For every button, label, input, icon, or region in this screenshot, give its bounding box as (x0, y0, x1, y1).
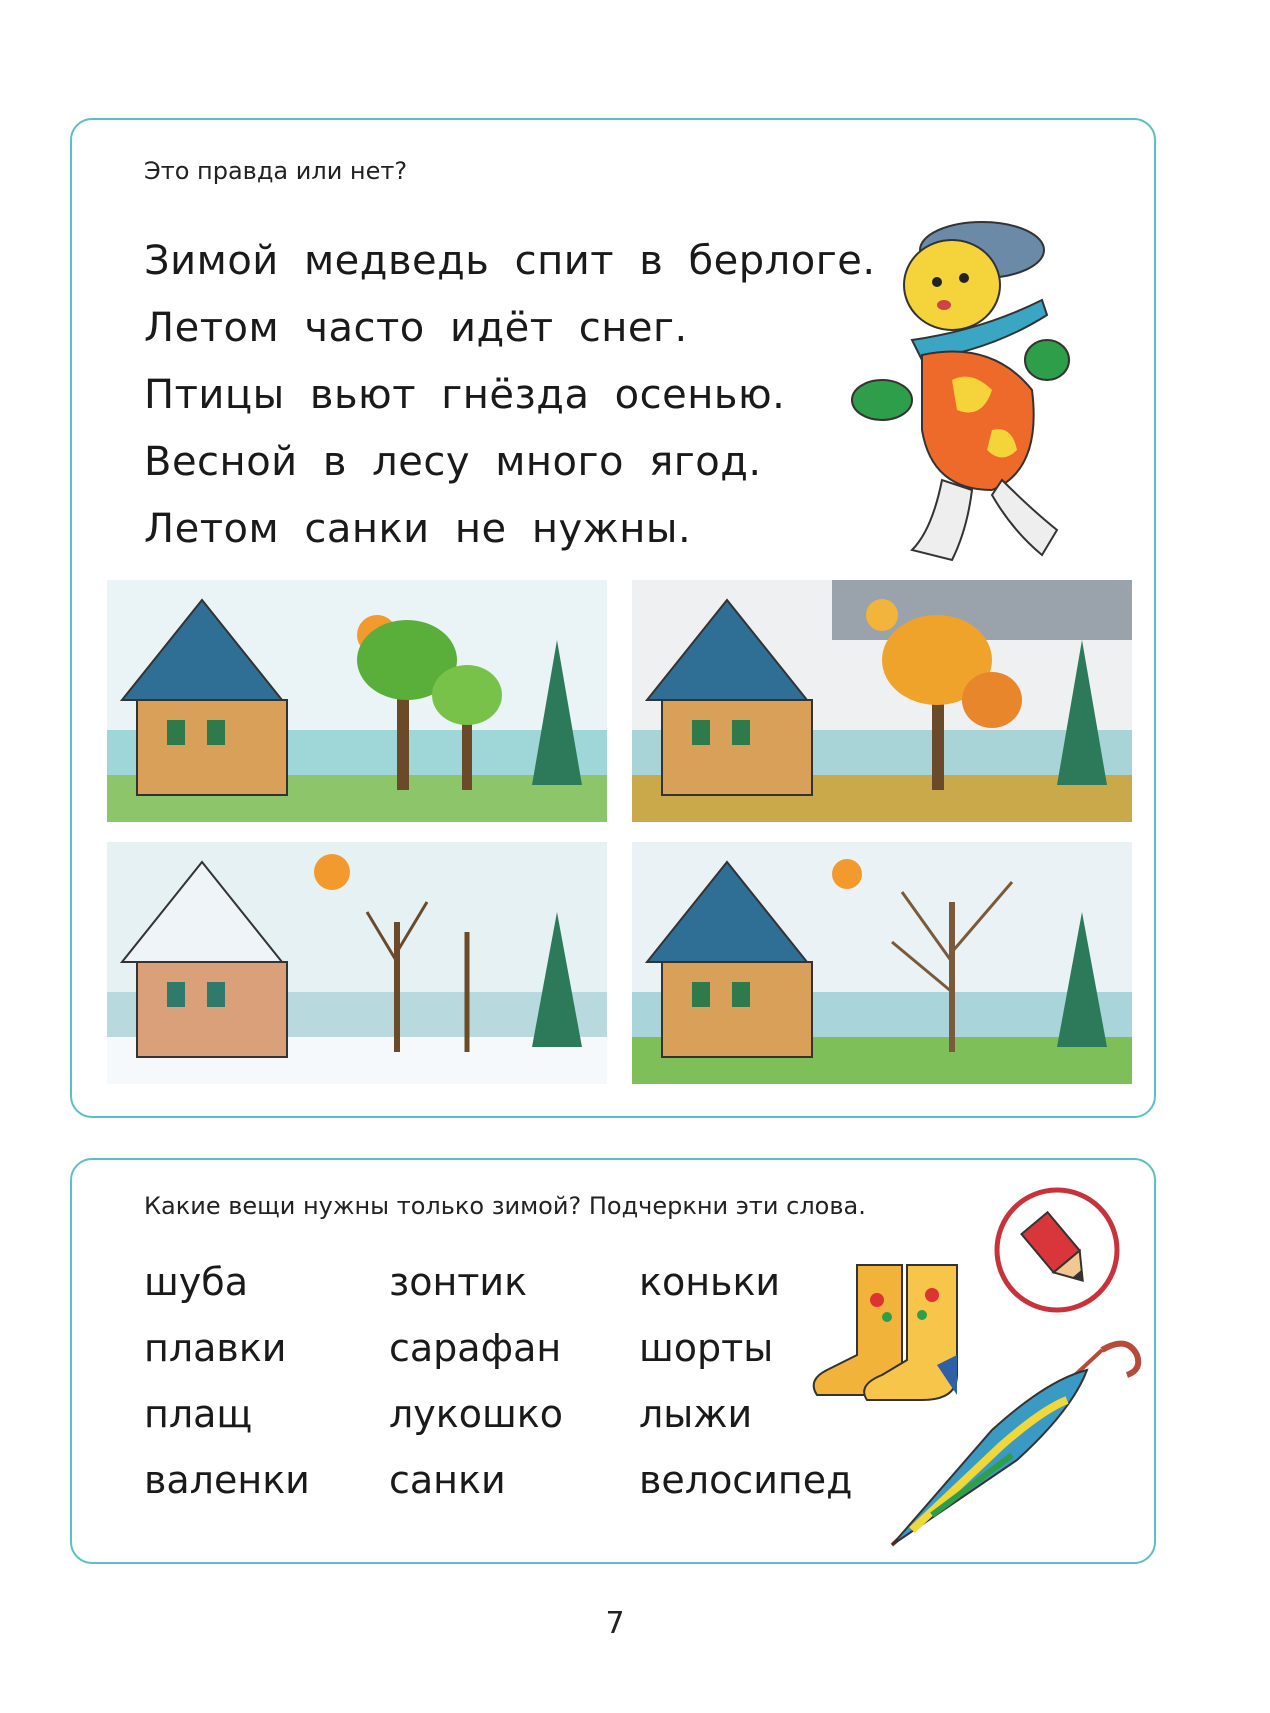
umbrella-illustration (872, 1330, 1142, 1560)
summer-scene-illustration (107, 580, 607, 822)
winter-items-exercise-frame (70, 1158, 1156, 1564)
spring-scene-illustration (632, 842, 1132, 1084)
word-item[interactable]: сарафан (389, 1326, 562, 1370)
items-instruction: Какие вещи нужны только зимой? Подчеркни эти слова. (144, 1192, 866, 1220)
word-item[interactable]: плащ (144, 1392, 253, 1436)
statement: Летом часто идёт снег. (144, 305, 688, 351)
truth-exercise-frame (70, 118, 1156, 1118)
statement: Весной в лесу много ягод. (144, 439, 762, 485)
word-item[interactable]: лукошко (389, 1392, 563, 1436)
word-item[interactable]: велосипед (639, 1458, 853, 1502)
pencil-icon (992, 1185, 1122, 1315)
page-number: 7 (605, 1606, 625, 1641)
statement: Летом санки не нужны. (144, 506, 692, 552)
word-item[interactable]: валенки (144, 1458, 310, 1502)
cat-illustration (842, 190, 1102, 580)
word-item[interactable]: лыжи (639, 1392, 753, 1436)
statement: Птицы вьют гнёзда осенью. (144, 372, 786, 418)
word-item[interactable]: плавки (144, 1326, 287, 1370)
word-item[interactable]: шорты (639, 1326, 774, 1370)
word-item[interactable]: шуба (144, 1260, 248, 1304)
winter-scene-illustration (107, 842, 607, 1084)
truth-instruction: Это правда или нет? (144, 157, 408, 185)
statement-list (144, 228, 876, 563)
word-item[interactable]: зонтик (389, 1260, 528, 1304)
word-item[interactable]: санки (389, 1458, 506, 1502)
statement: Зимой медведь спит в берлоге. (144, 238, 876, 284)
word-item[interactable]: коньки (639, 1260, 781, 1304)
autumn-scene-illustration (632, 580, 1132, 822)
